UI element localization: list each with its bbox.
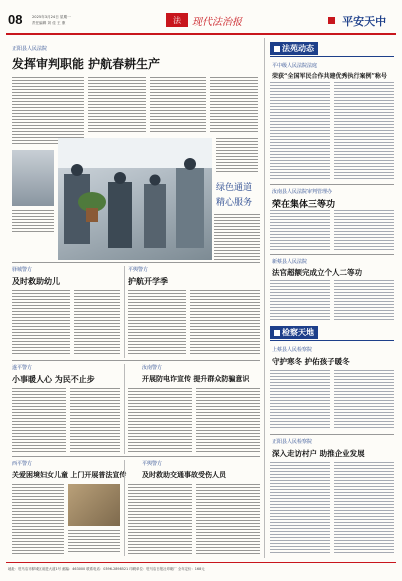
col-a-kicker: 驿城警方 bbox=[12, 267, 33, 273]
right-headline-2: 荣在集体三等功 bbox=[272, 200, 336, 210]
right-b-body-1a bbox=[270, 370, 330, 430]
col-c-kicker: 遂平警方 bbox=[12, 365, 33, 371]
date-line: 2025年3月24日 星期一 bbox=[32, 15, 71, 19]
col-d-body bbox=[128, 388, 192, 452]
right-body-1b bbox=[334, 82, 394, 180]
col-divider-ef bbox=[124, 460, 125, 556]
col-a-headline: 及时救助幼儿 bbox=[12, 276, 60, 286]
right-body-1a bbox=[270, 82, 330, 180]
col-e-kicker: 西平警方 bbox=[12, 461, 33, 467]
right-headline-3: 法官超额完成立个人二等功 bbox=[272, 268, 362, 277]
side-photo-caption bbox=[12, 210, 54, 232]
right-kicker-2: 汝南县人民法院审判管理办 bbox=[272, 189, 333, 195]
divider-1 bbox=[12, 262, 260, 263]
col-e-body bbox=[12, 484, 64, 554]
col-f-kicker: 平舆警方 bbox=[142, 461, 163, 467]
image-caption-title-2: 精心服务 bbox=[216, 198, 253, 208]
col-f-body bbox=[128, 484, 192, 554]
col-e-headline: 关爱困境妇女儿童 上门开展普法宣传 bbox=[12, 470, 127, 479]
right-b-body-1b bbox=[334, 370, 394, 430]
divider-2 bbox=[12, 360, 260, 361]
right-divider-2 bbox=[270, 254, 394, 255]
divider-3 bbox=[12, 456, 260, 457]
col-divider-ab bbox=[124, 266, 125, 358]
section-name: 平安天中 bbox=[328, 10, 386, 29]
lead-body-col-1 bbox=[12, 77, 84, 145]
right-divider-1 bbox=[270, 184, 394, 185]
tag-square-icon-2 bbox=[274, 330, 280, 336]
footer-text: 地址：驻马店市驿城区前进大道1号 邮编：463000 联系电话：0396-2898521 印刷单位：驻马店日报社印刷厂 全年定价：168元 bbox=[8, 567, 205, 571]
right-b-body-2b bbox=[334, 462, 394, 554]
lead-headline: 发挥审判职能 护航春耕生产 bbox=[12, 57, 161, 71]
col-d-kicker: 汝南警方 bbox=[142, 365, 163, 371]
col-b-kicker: 平舆警方 bbox=[128, 267, 149, 273]
col-d-body-2 bbox=[196, 388, 260, 452]
col-a-body bbox=[12, 290, 70, 356]
right-headline-1: 荣获“全国军民合作共建优秀执行案例”称号 bbox=[272, 73, 387, 80]
col-c-body bbox=[12, 388, 66, 452]
svg-text:法: 法 bbox=[173, 16, 181, 25]
right-kicker-3: 新蔡县人民法院 bbox=[272, 259, 308, 265]
section-square-icon bbox=[328, 17, 335, 24]
col-e-body-2 bbox=[68, 530, 120, 554]
right-top-rule bbox=[270, 56, 394, 57]
right-rail-divider bbox=[264, 38, 265, 558]
header-rule bbox=[6, 33, 396, 35]
right-b-headline-1: 守护寒冬 护佑孩子暖冬 bbox=[272, 357, 350, 366]
lead-body-col-5 bbox=[216, 138, 258, 174]
page-number: 08 bbox=[8, 12, 23, 27]
masthead: 现代法治报 bbox=[192, 17, 242, 28]
lead-body-col-4 bbox=[210, 77, 258, 133]
col-divider-cd bbox=[124, 364, 125, 454]
col-a-body-2 bbox=[74, 290, 120, 356]
lead-body-col-3 bbox=[150, 77, 206, 133]
lead-kicker: 正阳县人民法院 bbox=[12, 46, 48, 52]
right-b-body-2a bbox=[270, 462, 330, 554]
col-b-body-2 bbox=[190, 290, 260, 356]
right-b-kicker-2: 正阳县人民检察院 bbox=[272, 439, 313, 445]
editor-line: 责任编辑 刘 佳 王 康 bbox=[32, 21, 66, 25]
image-caption-title-1: 绿色通道 bbox=[216, 183, 253, 193]
col-b-body bbox=[128, 290, 186, 356]
right-bottom-rule bbox=[270, 340, 394, 341]
right-b-kicker-1: 上蔡县人民检察院 bbox=[272, 347, 313, 353]
right-body-3a bbox=[270, 280, 330, 320]
right-kicker-1: 平中级人民法院法庭 bbox=[272, 63, 318, 69]
section-tag-jiancha: 检察天地 bbox=[270, 326, 318, 339]
tag-square-icon bbox=[274, 46, 280, 52]
lead-photo bbox=[58, 138, 212, 260]
lead-body-col-2 bbox=[88, 77, 146, 133]
image-caption-body bbox=[214, 214, 260, 260]
right-b-headline-2: 深入走访村户 助推企业发展 bbox=[272, 449, 365, 458]
side-photo bbox=[12, 150, 54, 206]
col-f-headline: 及时救助交通事故受伤人员 bbox=[142, 470, 226, 479]
page-header bbox=[6, 4, 396, 34]
col-e-photo bbox=[68, 484, 120, 526]
col-c-headline: 小事暖人心 为民不止步 bbox=[12, 374, 95, 384]
col-c-body-2 bbox=[70, 388, 120, 452]
section-tag-fayuan: 法苑动态 bbox=[270, 42, 318, 55]
right-body-3b bbox=[334, 280, 394, 320]
footer-rule bbox=[6, 562, 396, 563]
col-f-body-2 bbox=[196, 484, 260, 554]
right-body-2b bbox=[334, 210, 394, 250]
right-b-divider bbox=[270, 434, 394, 435]
col-b-headline: 护航开学季 bbox=[128, 276, 168, 286]
right-body-2a bbox=[270, 210, 330, 250]
col-d-headline: 开展防电诈宣传 提升群众防骗意识 bbox=[142, 374, 250, 383]
masthead-logo bbox=[166, 12, 188, 26]
